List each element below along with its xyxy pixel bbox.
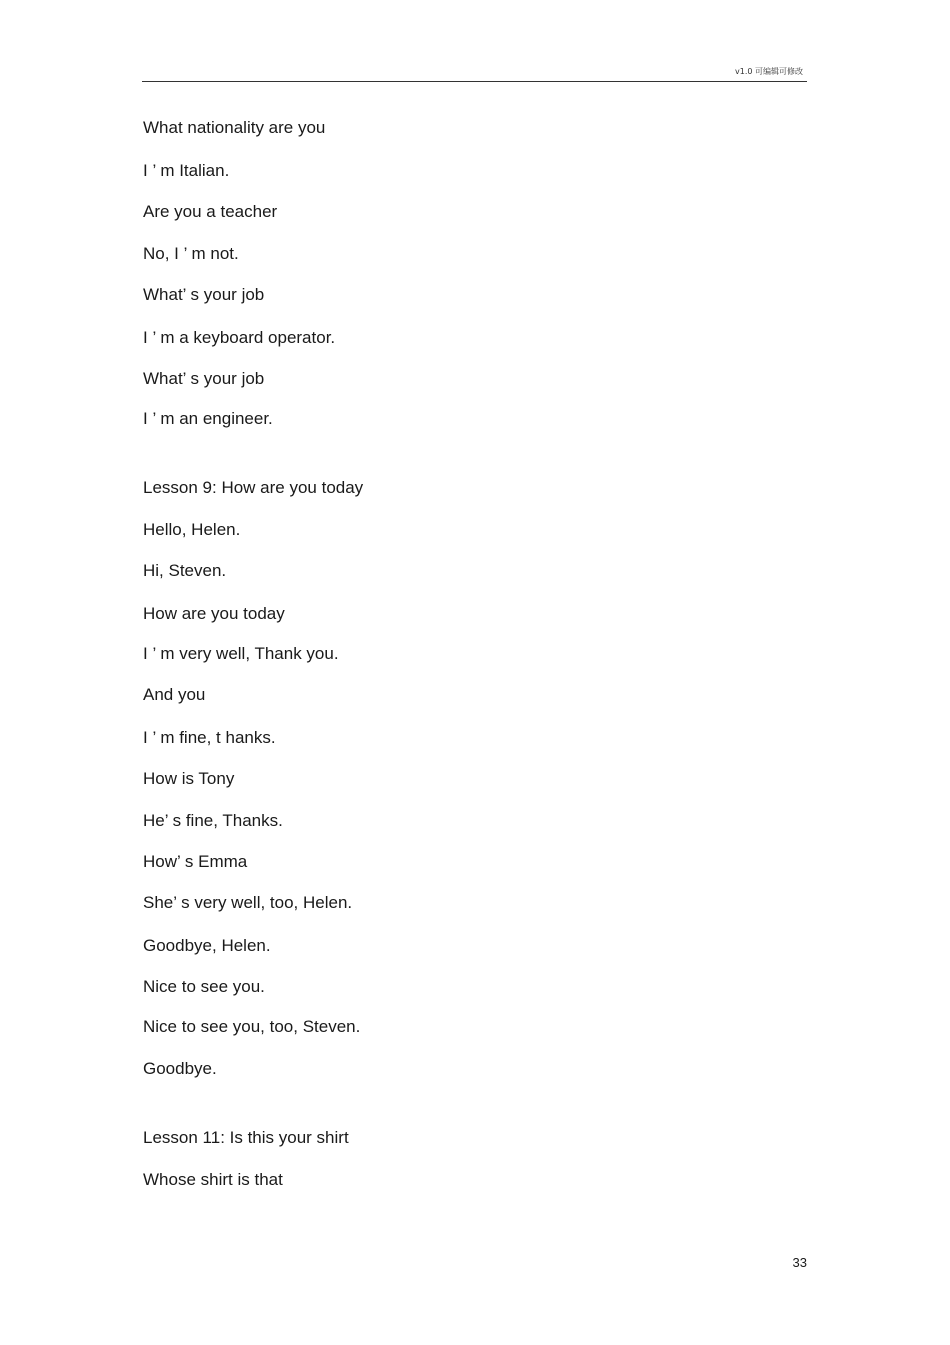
text-line: He’ s fine, Thanks.	[143, 811, 283, 830]
text-line: I ’ m very well, Thank you.	[143, 644, 339, 663]
text-line: No, I ’ m not.	[143, 244, 239, 263]
text-line: Nice to see you.	[143, 977, 265, 996]
text-line: What’ s your job	[143, 369, 265, 388]
text-line: Goodbye, Helen.	[143, 936, 271, 955]
text-line: How are you today	[143, 604, 285, 623]
text-line: What’ s your job	[143, 285, 265, 304]
text-line: Whose shirt is that	[143, 1170, 283, 1189]
text-line: Hi, Steven.	[143, 561, 227, 580]
header-version-label: v1.0 可编辑可修改	[735, 67, 803, 76]
text-line: I ’ m a keyboard operator.	[143, 328, 336, 347]
lesson-heading: Lesson 11: Is this your shirt	[143, 1128, 349, 1147]
text-line: How is Tony	[143, 769, 235, 788]
text-line: Hello, Helen.	[143, 520, 241, 539]
text-line: Are you a teacher	[143, 202, 278, 221]
text-line: Goodbye.	[143, 1059, 217, 1078]
text-line: She’ s very well, too, Helen.	[143, 893, 353, 912]
header-divider	[142, 81, 807, 82]
lesson-heading: Lesson 9: How are you today	[143, 478, 364, 497]
text-line: Nice to see you, too, Steven.	[143, 1017, 361, 1036]
text-line: How’ s Emma	[143, 852, 248, 871]
page-number: 33	[792, 1255, 807, 1270]
text-line: I ’ m an engineer.	[143, 409, 273, 428]
text-line: I ’ m fine, t hanks.	[143, 728, 276, 747]
text-line: And you	[143, 685, 206, 704]
text-line: I ’ m Italian.	[143, 161, 230, 180]
text-line: What nationality are you	[143, 118, 326, 137]
